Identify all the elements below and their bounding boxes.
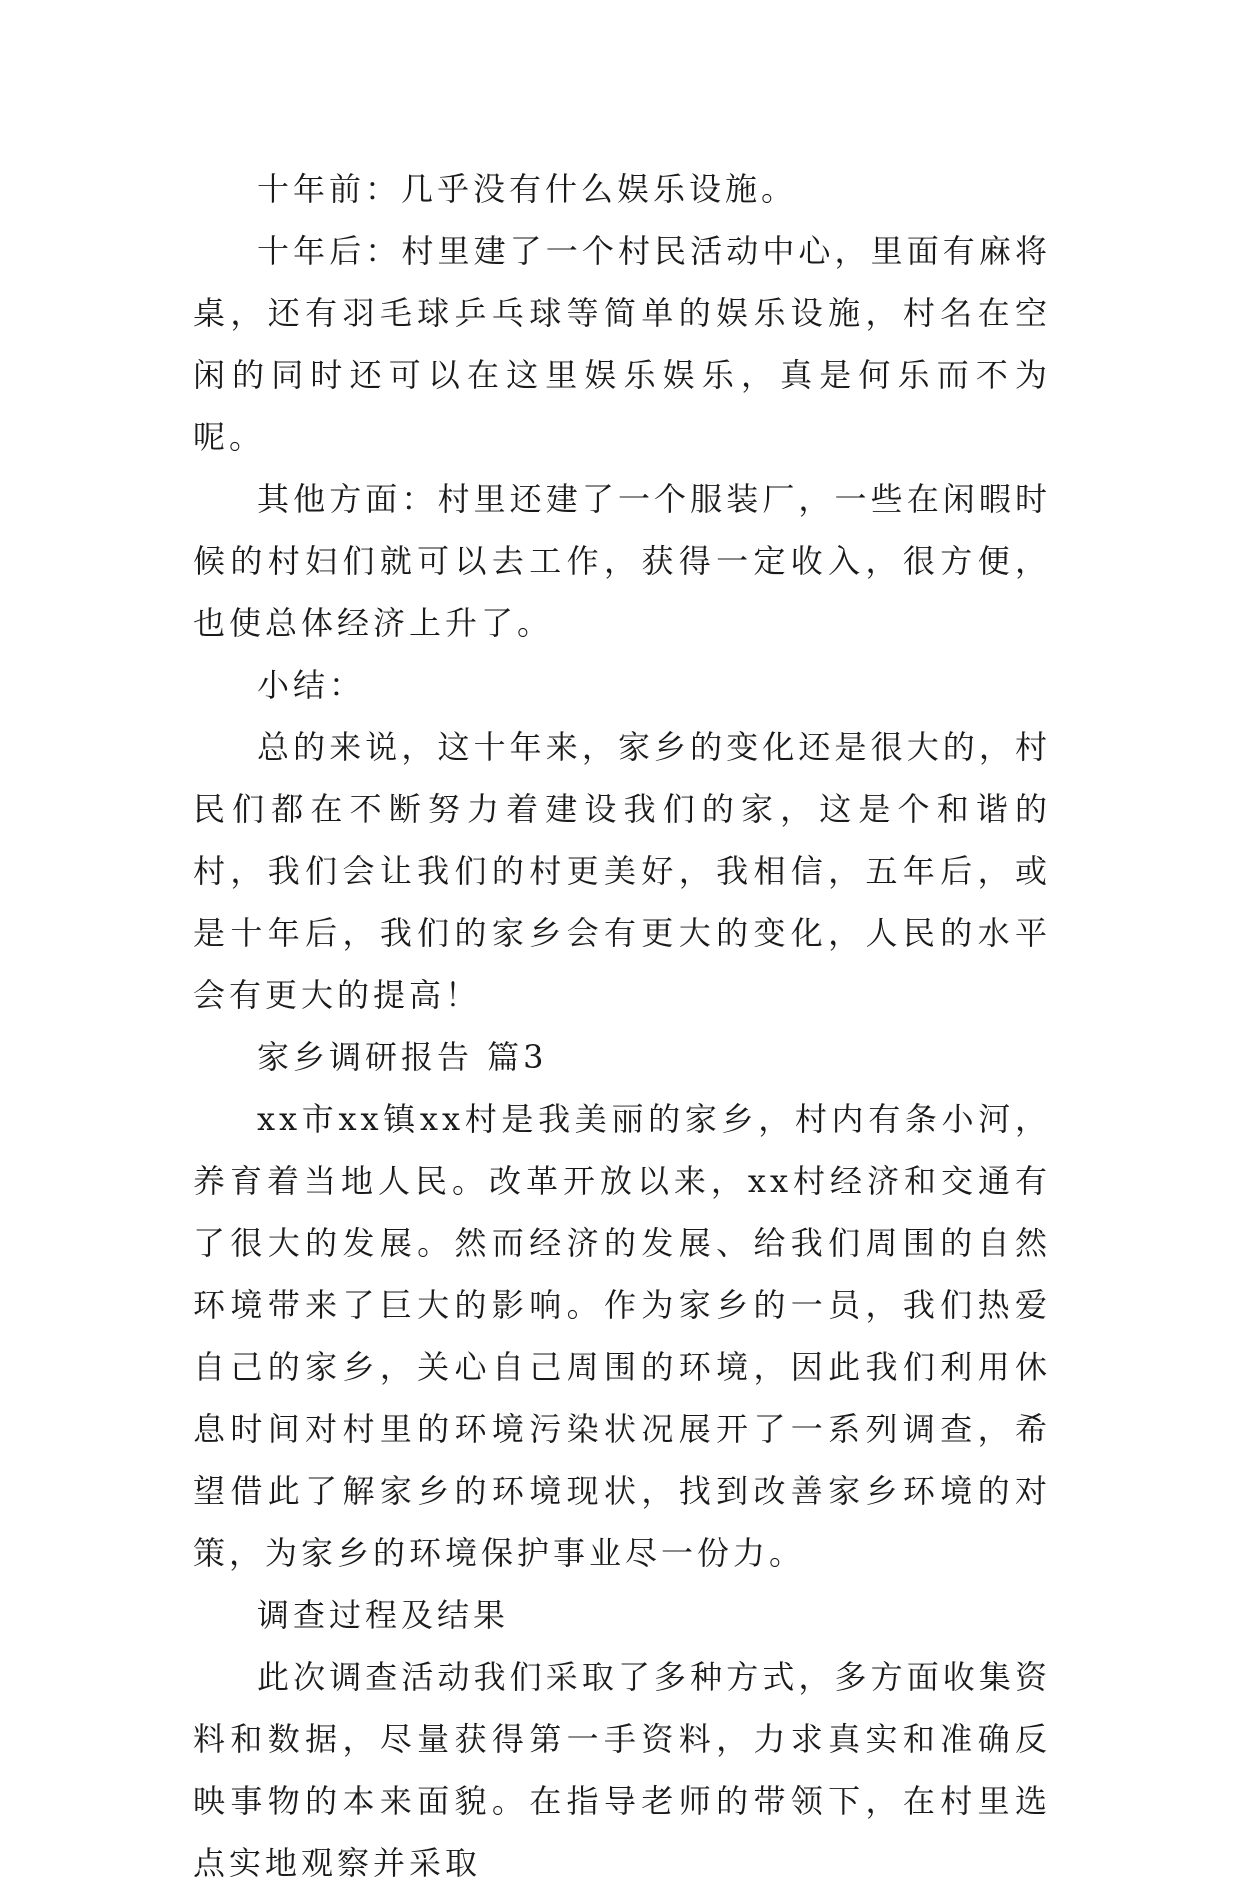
paragraph-introduction: xx市xx镇xx村是我美丽的家乡，村内有条小河，养育着当地人民。改革开放以来，xx村经济和交通有了很大的发展。然而经济的发展、给我们周围的自然环境带来了巨大的影响。作为家乡的一员，我们热爱自己的家乡，关心自己周围的环境，因此我们利用休息时间对村里的环境污染状况展开了一系列调查，希望借此了解家乡的环境现状，找到改善家乡环境的对策，为家乡的环境保护事业尽一份力。 — [193, 1100, 1051, 1572]
paragraph-summary-heading: 小结： — [257, 666, 366, 704]
paragraph-summary: 总的来说，这十年来，家乡的变化还是很大的，村民们都在不断努力着建设我们的家，这是个和谐的村，我们会让我们的村更美好，我相信，五年后，或是十年后，我们的家乡会有更大的变化，人民的水平会有更大的提高！ — [193, 728, 1051, 1014]
heading-survey-process: 调查过程及结果 — [257, 1596, 510, 1634]
document-body — [193, 158, 1051, 1894]
section-title-report-3: 家乡调研报告 篇3 — [257, 1038, 548, 1076]
paragraph-entertainment-after: 十年后：村里建了一个村民活动中心，里面有麻将桌，还有羽毛球乒乓球等简单的娱乐设施，村名在空闲的同时还可以在这里娱乐娱乐，真是何乐而不为呢。 — [193, 232, 1051, 456]
paragraph-entertainment-before: 十年前：几乎没有什么娱乐设施。 — [257, 170, 798, 208]
paragraph-other-aspects: 其他方面：村里还建了一个服装厂，一些在闲暇时候的村妇们就可以去工作，获得一定收入，很方便，也使总体经济上升了。 — [193, 480, 1051, 642]
paragraph-survey-methods: 此次调查活动我们采取了多种方式，多方面收集资料和数据，尽量获得第一手资料，力求真实和准确反映事物的本来面貌。在指导老师的带领下，在村里选点实地观察并采取 — [193, 1658, 1051, 1882]
